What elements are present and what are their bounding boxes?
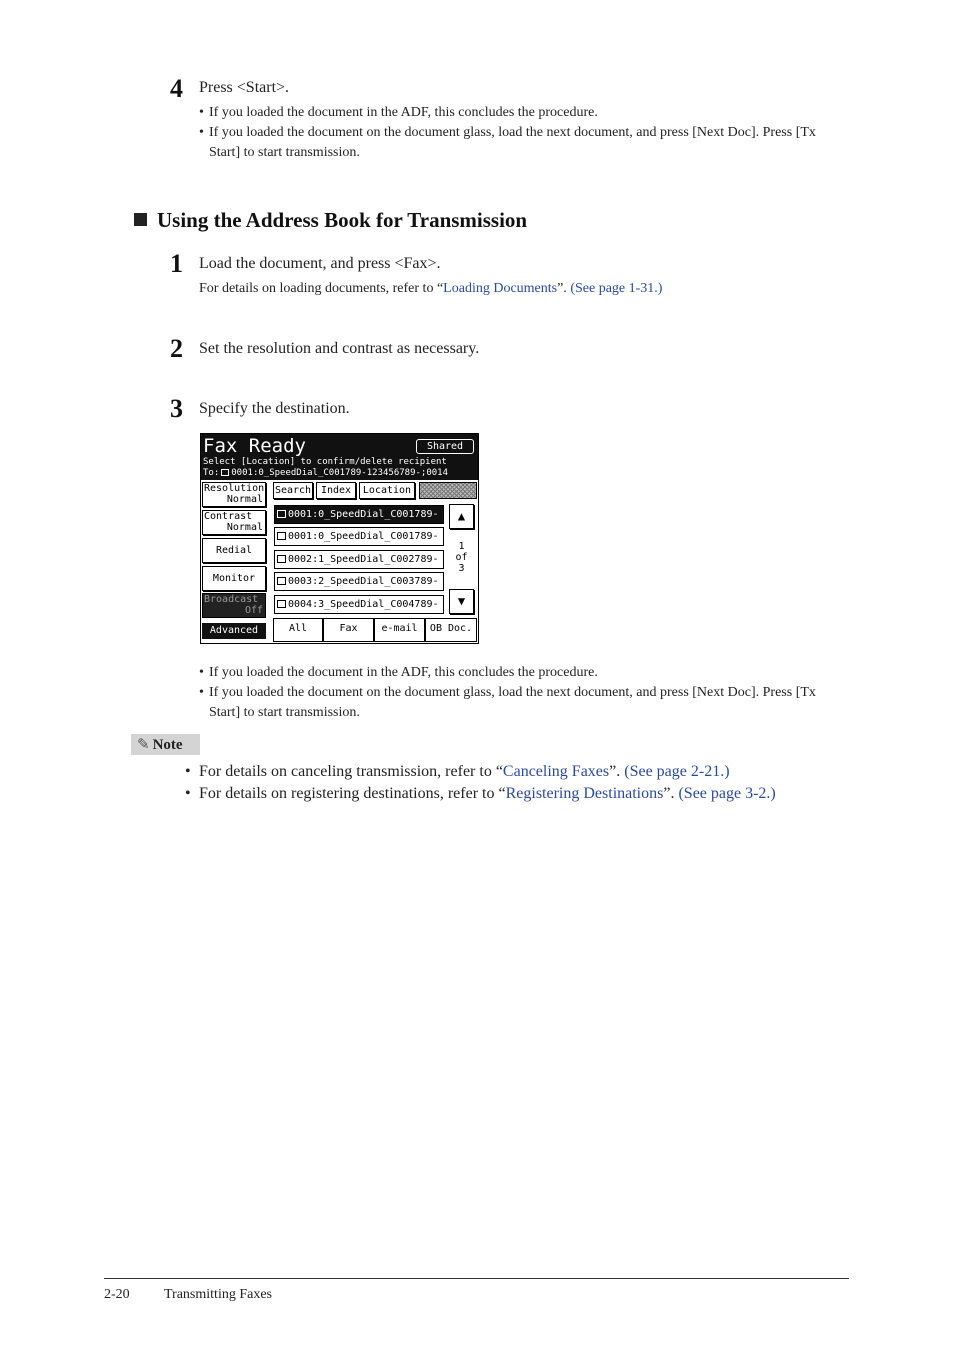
step3-bullets: [199, 663, 849, 723]
address-entry[interactable]: 0001:0_SpeedDial_C001789-: [274, 527, 444, 546]
fax-icon: [277, 510, 286, 518]
page-reference-link[interactable]: (See page 3-2.): [678, 785, 776, 802]
page-reference-link[interactable]: (See page 1-31.): [570, 281, 663, 296]
bullet-item: • If you loaded the document on the document glass, load the next document, and press [Next Doc]. Press [Tx Start] to start transmission.: [199, 125, 816, 160]
chapter-title: Transmitting Faxes: [164, 1287, 272, 1302]
step-text: Set the resolution and contrast as necessary.: [199, 340, 480, 357]
fax-icon: [221, 469, 229, 476]
broadcast-button: Broadcast Off: [202, 593, 266, 618]
scroll-up-button[interactable]: [449, 504, 474, 529]
bullet-item: • If you loaded the document on the document glass, load the next document, and press [Next Doc]. Press [Tx Start] to start transmission.: [199, 685, 816, 720]
step-number: 1: [170, 249, 183, 278]
screen-title: Fax Ready: [203, 435, 306, 457]
disabled-tab: [419, 482, 477, 499]
note-item: • For details on canceling transmission, refer to “Canceling Faxes”. (See page 2-21.): [185, 763, 730, 780]
redial-button[interactable]: Redial: [202, 538, 266, 563]
screen-instruction: Select [Location] to confirm/delete recipient: [203, 457, 447, 467]
step1-detail: For details on loading documents, refer to “Loading Documents”. (See page 1-31.): [199, 281, 663, 296]
bullet-item: • If you loaded the document in the ADF, this concludes the procedure.: [199, 105, 598, 120]
monitor-button[interactable]: Monitor: [202, 566, 266, 591]
section-heading: Using the Address Book for Transmission: [134, 208, 527, 233]
note-label: ✎ Note: [131, 734, 200, 755]
all-tab[interactable]: All: [273, 618, 323, 642]
index-tab[interactable]: Index: [316, 482, 356, 499]
email-tab[interactable]: e-mail: [374, 618, 425, 642]
bullet-item: • If you loaded the document in the ADF, this concludes the procedure.: [199, 665, 598, 680]
address-entry[interactable]: 0004:3_SpeedDial_C004789-: [274, 595, 444, 614]
fax-icon: [277, 577, 286, 585]
fax-icon: [277, 600, 286, 608]
note-item: • For details on registering destinations, refer to “Registering Destinations”. (See page 3-2.): [185, 785, 776, 802]
page-number: 2-20: [104, 1287, 130, 1302]
square-bullet-icon: [134, 213, 147, 226]
loading-documents-link[interactable]: Loading Documents: [443, 281, 558, 296]
location-tab[interactable]: Location: [359, 482, 415, 499]
step-text: Load the document, and press <Fax>.: [199, 255, 441, 272]
step-text: Press <Start>.: [199, 79, 290, 96]
step-number: 4: [170, 74, 183, 103]
fax-icon: [277, 532, 286, 540]
step-number: 3: [170, 394, 183, 423]
registering-destinations-link[interactable]: Registering Destinations: [505, 785, 664, 802]
canceling-faxes-link[interactable]: Canceling Faxes: [502, 763, 610, 780]
address-entry[interactable]: 0001:0_SpeedDial_C001789-: [274, 505, 444, 524]
triangle-down-icon: ▼: [457, 594, 466, 608]
address-entry[interactable]: 0002:1_SpeedDial_C002789-: [274, 550, 444, 569]
step-text: Specify the destination.: [199, 400, 350, 417]
page-indicator: 1 of 3: [455, 541, 468, 574]
footer-rule: [104, 1278, 849, 1279]
recipient-line: To: 0001:0_SpeedDial_C001789-123456789-;0014: [203, 468, 449, 478]
pencil-icon: ✎: [137, 737, 150, 753]
scroll-down-button[interactable]: [449, 589, 474, 614]
step4-bullets: [199, 103, 849, 163]
fax-tab[interactable]: Fax: [323, 618, 374, 642]
step-number: 2: [170, 334, 183, 363]
resolution-button[interactable]: Resolution Normal: [204, 483, 265, 505]
shared-button[interactable]: Shared: [416, 439, 474, 454]
fax-icon: [277, 555, 286, 563]
search-tab[interactable]: Search: [273, 482, 313, 499]
triangle-up-icon: ▲: [457, 509, 466, 523]
contrast-button[interactable]: Contrast Normal: [202, 510, 266, 535]
note-list: [185, 761, 855, 805]
advanced-button[interactable]: Advanced: [202, 623, 266, 639]
page-reference-link[interactable]: (See page 2-21.): [624, 763, 730, 780]
address-entry[interactable]: 0003:2_SpeedDial_C003789-: [274, 572, 444, 591]
ob-doc-tab[interactable]: OB Doc.: [425, 618, 477, 642]
